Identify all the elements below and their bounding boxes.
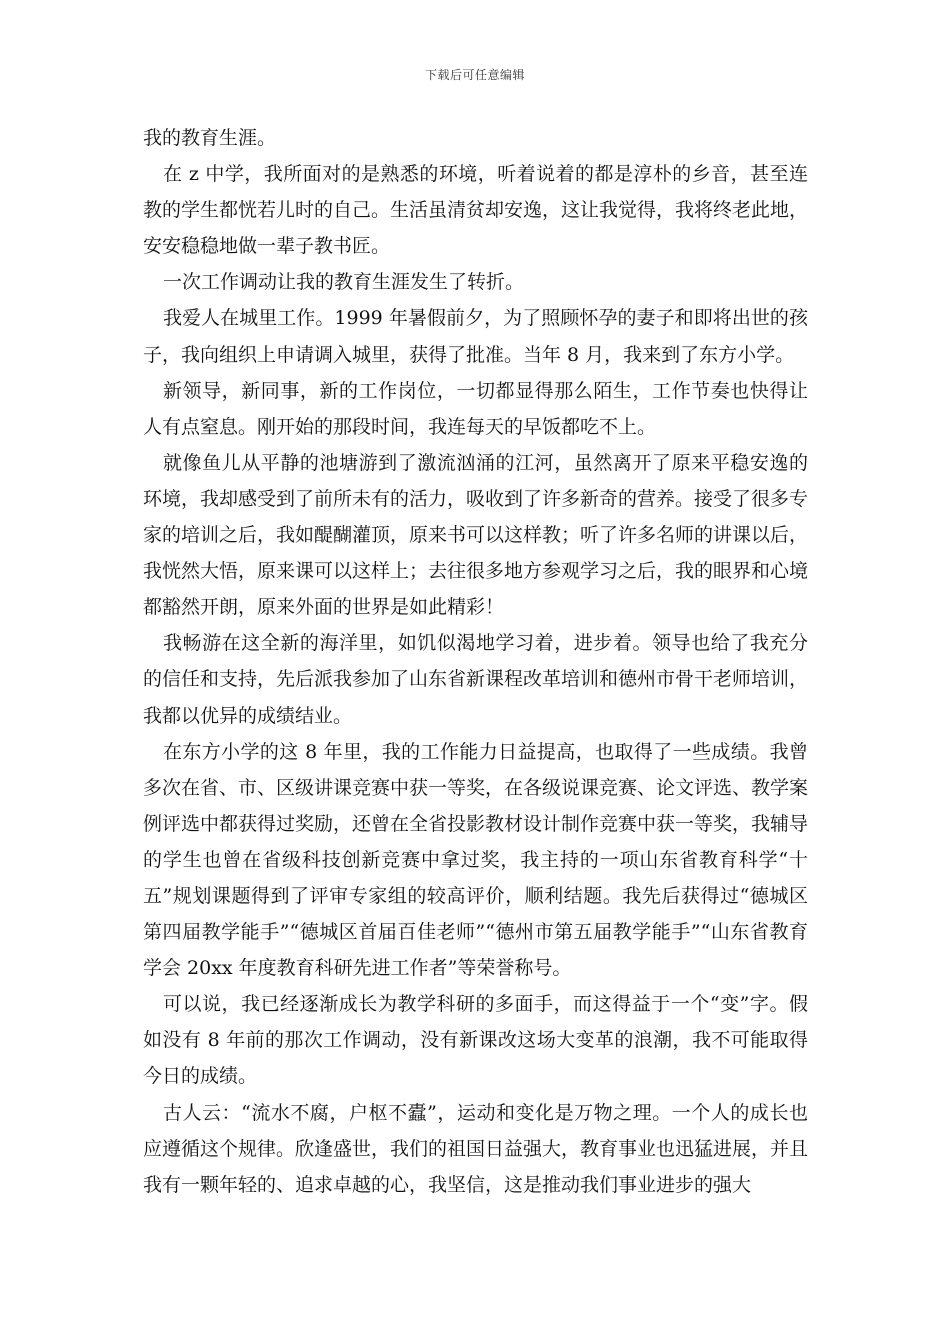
paragraph: 古人云：“流水不腐，户枢不蠹”，运动和变化是万物之理。一个人的成长也应遵循这个规律。欣逢盛世，我们的祖国日益强大，教育事业也迅猛进展，并且我有一颗年轻的、追求卓越的心，我坚信，这是推动我们事业进步的强大 bbox=[143, 1101, 809, 1196]
paragraph: 可以说，我已经逐渐成长为教学科研的多面手，而这得益于一个“变”字。假如没有 8 年前的那次工作调动，没有新课改这场大变革的浪潮，我不可能取得今日的成绩。 bbox=[143, 993, 808, 1088]
page-header: 下载后可任意编辑 bbox=[424, 68, 525, 82]
paragraph: 就像鱼儿从平静的池塘游到了激流汹涌的江河，虽然离开了原来平稳安逸的环境，我却感受到了前所未有的活力，吸收到了许多新奇的营养。接受了很多专家的培训之后，我如醍醐灌顶，原来书可以这样教；听了许多名师的讲课以后，我恍然大悟，原来课可以这样上；去往很多地方参观学习之后，我的眼界和心境都豁然开朗，原来外面的世界是如此精彩！ bbox=[143, 451, 809, 619]
paragraph: 我爱人在城里工作。1999 年暑假前夕，为了照顾怀孕的妻子和即将出世的孩子，我向组织上申请调入城里，获得了批准。当年 8 月，我来到了东方小学。 bbox=[143, 307, 808, 366]
document-body bbox=[143, 120, 808, 1203]
paragraph: 新领导，新同事，新的工作岗位，一切都显得那么陌生，工作节奏也快得让人有点窒息。刚开始的那段时间，我连每天的早饭都吃不上。 bbox=[143, 379, 808, 438]
paragraph: 在 z 中学，我所面对的是熟悉的环境，听着说着的都是淳朴的乡音，甚至连教的学生都恍若儿时的自己。生活虽清贫却安逸，这让我觉得，我将终老此地，安安稳稳地做一辈子教书匠。 bbox=[143, 163, 809, 258]
paragraph: 一次工作调动让我的教育生涯发生了转折。 bbox=[162, 271, 524, 294]
paragraph: 我的教育生涯。 bbox=[143, 127, 277, 149]
paragraph: 我畅游在这全新的海洋里，如饥似渴地学习着，进步着。领导也给了我充分的信任和支持，先后派我参加了山东省新课程改革培训和德州市骨干老师培训，我都以优异的成绩结业。 bbox=[143, 632, 809, 727]
paragraph: 在东方小学的这 8 年里，我的工作能力日益提高，也取得了一些成绩。我曾多次在省、市、区级讲课竞赛中获一等奖，在各级说课竞赛、论文评选、教学案例评选中都获得过奖励，还曾在全省投影教材设计制作竞赛中获一等奖，我辅导的学生也曾在省级科技创新竞赛中拿过奖，我主持的一项山东省教育科学“十五”规划课题得到了评审专家组的较高评价，顺利结题。我先后获得过“德城区第四届教学能手”“德城区首届百佳老师”“德州市第五届教学能手”“山东省教育学会 20xx 年度教育科研先进工作者”等荣誉称号。 bbox=[143, 740, 809, 980]
